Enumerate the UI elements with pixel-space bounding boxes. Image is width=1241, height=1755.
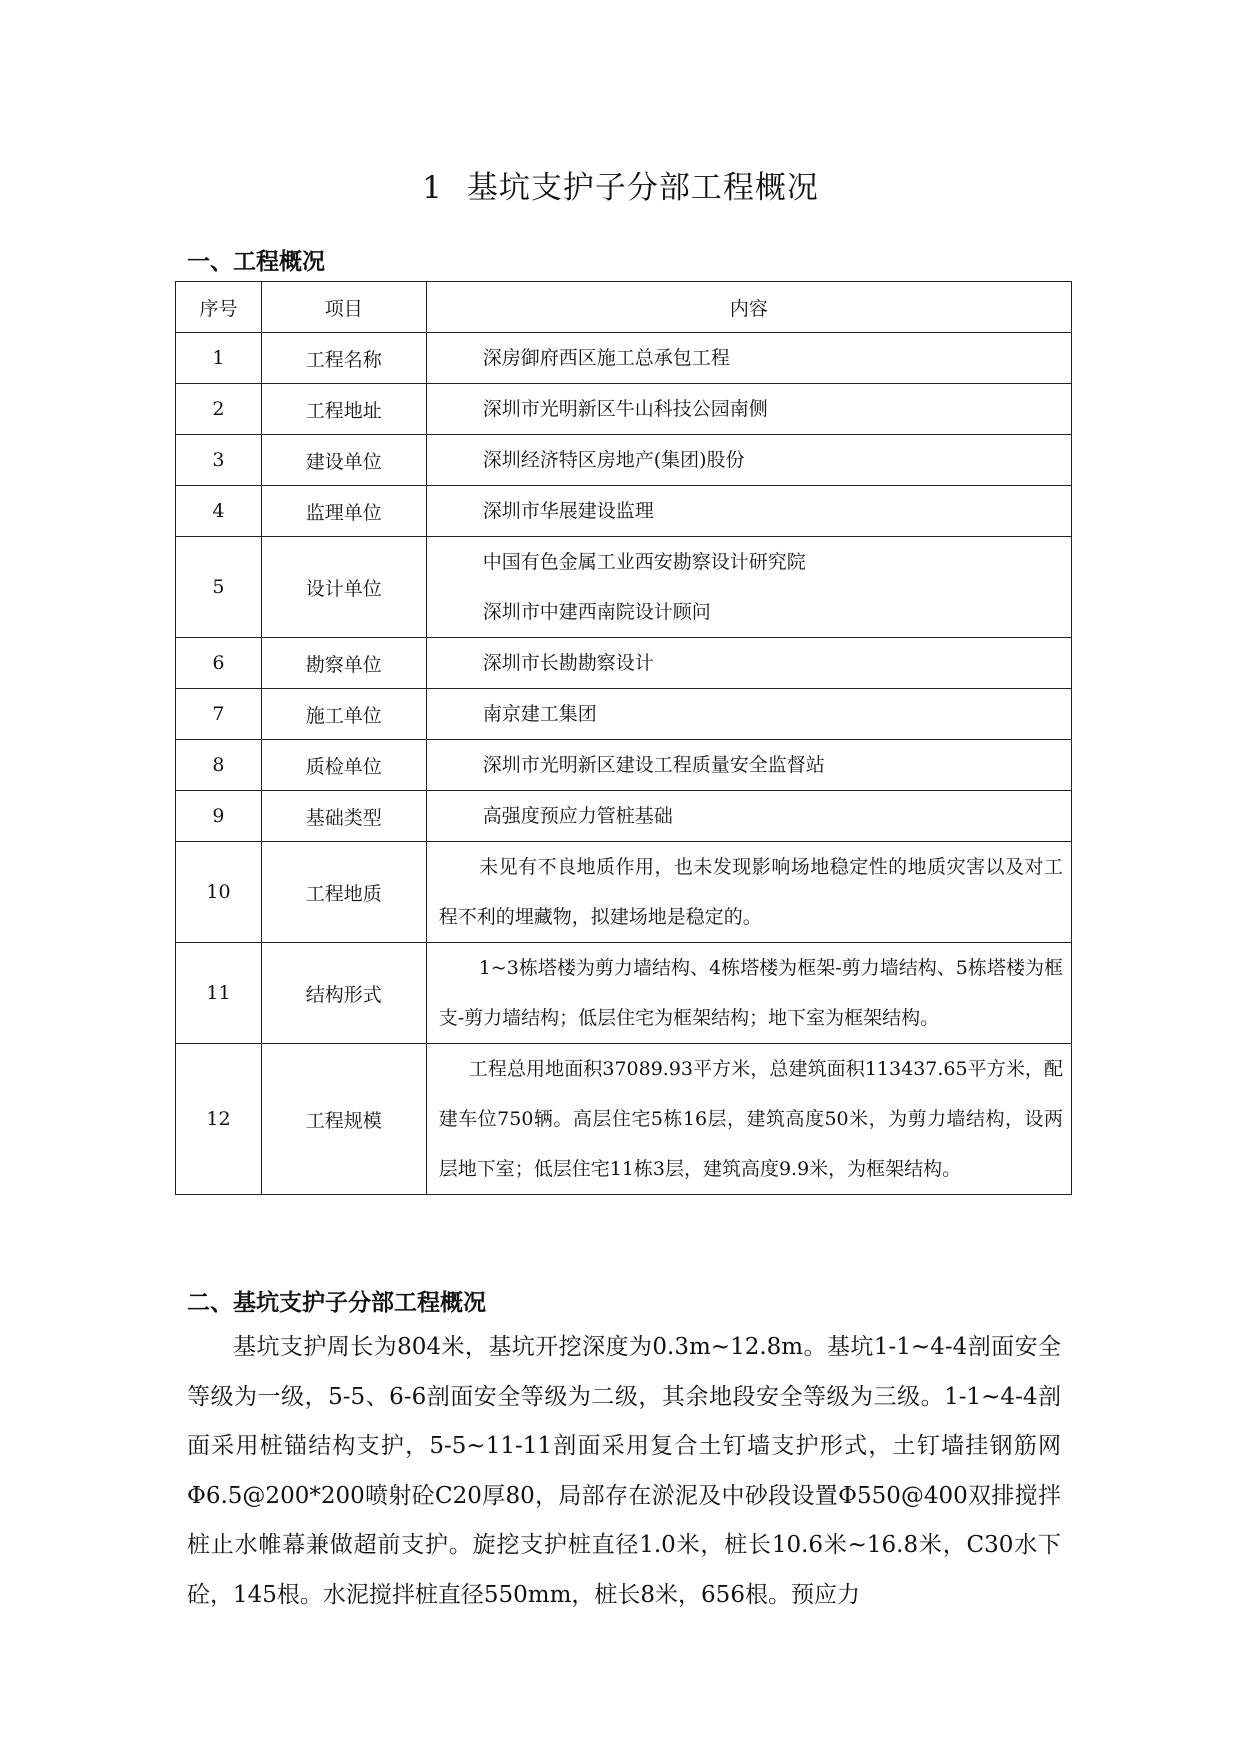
row-paragraph-text: 1~3栋塔楼为剪力墙结构、4栋塔楼为框架-剪力墙结构、5栋塔楼为框支-剪力墙结构；低层住宅为框架结构；地下室为框架结构。 xyxy=(438,957,1063,1029)
row-item: 质检单位 xyxy=(261,740,426,791)
row-no: 6 xyxy=(176,638,262,689)
row-item: 建设单位 xyxy=(261,435,426,486)
row-paragraph xyxy=(426,842,1071,943)
table-row xyxy=(176,842,1072,943)
table-row xyxy=(176,943,1072,1044)
table-row xyxy=(176,384,1072,435)
table-row xyxy=(176,740,1072,791)
row-content xyxy=(426,537,1071,638)
row-item: 工程规模 xyxy=(261,1044,426,1195)
page-title xyxy=(0,162,1241,207)
row-item: 基础类型 xyxy=(261,791,426,842)
row-content-line: 深圳市中建西南院设计顾问 xyxy=(482,601,711,623)
row-content: 高强度预应力管桩基础 xyxy=(426,791,1071,842)
row-no: 11 xyxy=(176,943,262,1044)
row-content: 深房御府西区施工总承包工程 xyxy=(426,333,1071,384)
row-content: 深圳市华展建设监理 xyxy=(426,486,1071,537)
row-no: 2 xyxy=(176,384,262,435)
row-no: 10 xyxy=(176,842,262,943)
title-number: 1 xyxy=(422,170,443,206)
row-paragraph-text: 未见有不良地质作用，也未发现影响场地稳定性的地质灾害以及对工程不利的埋藏物，拟建场地是稳定的。 xyxy=(438,856,1063,928)
row-no: 1 xyxy=(176,333,262,384)
project-overview-table xyxy=(175,281,1072,1195)
row-content: 深圳市光明新区牛山科技公园南侧 xyxy=(426,384,1071,435)
table-row xyxy=(176,486,1072,537)
row-paragraph-text: 工程总用地面积37089.93平方米，总建筑面积113437.65平方米，配建车位750辆。高层住宅5栋16层，建筑高度50米，为剪力墙结构，设两层地下室；低层住宅11栋3层，建筑高度9.9米，为框架结构。 xyxy=(438,1058,1063,1180)
row-content: 深圳市光明新区建设工程质量安全监督站 xyxy=(426,740,1071,791)
table-row xyxy=(176,435,1072,486)
row-item: 监理单位 xyxy=(261,486,426,537)
row-content: 南京建工集团 xyxy=(426,689,1071,740)
header-content: 内容 xyxy=(426,282,1071,333)
row-item: 工程地址 xyxy=(261,384,426,435)
row-item: 施工单位 xyxy=(261,689,426,740)
header-item: 项目 xyxy=(261,282,426,333)
row-content-line: 中国有色金属工业西安勘察设计研究院 xyxy=(482,551,806,573)
section-heading-overview: 一、工程概况 xyxy=(187,248,325,275)
row-item: 结构形式 xyxy=(261,943,426,1044)
row-no: 4 xyxy=(176,486,262,537)
pit-support-paragraph: 基坑支护周长为804米，基坑开挖深度为0.3m~12.8m。基坑1-1~4-4剖面安全等级为一级，5-5、6-6剖面安全等级为二级，其余地段安全等级为三级。1-1~4-4剖面采用桩锚结构支护，5-5~11-11剖面采用复合土钉墙支护形式，土钉墙挂钢筋网Φ6.5@200*200喷射砼C20厚80，局部存在淤泥及中砂段设置Φ550@400双排搅拌桩止水帷幕兼做超前支护。旋挖支护桩直径1.0米，桩长10.6米~16.8米，C30水下砼，145根。水泥搅拌桩直径550mm，桩长8米，656根。预应力 xyxy=(187,1334,1061,1608)
row-item: 设计单位 xyxy=(261,537,426,638)
row-no: 3 xyxy=(176,435,262,486)
row-item: 工程名称 xyxy=(261,333,426,384)
row-paragraph xyxy=(426,943,1071,1044)
row-no: 12 xyxy=(176,1044,262,1195)
section-heading-pit-support: 二、基坑支护子分部工程概况 xyxy=(187,1289,486,1316)
row-paragraph xyxy=(426,1044,1071,1195)
row-content: 深圳市长勘勘察设计 xyxy=(426,638,1071,689)
row-no: 7 xyxy=(176,689,262,740)
row-no: 9 xyxy=(176,791,262,842)
table-row xyxy=(176,638,1072,689)
table-row xyxy=(176,537,1072,638)
table-row xyxy=(176,791,1072,842)
table-header-row xyxy=(176,282,1072,333)
row-content: 深圳经济特区房地产(集团)股份 xyxy=(426,435,1071,486)
row-no: 5 xyxy=(176,537,262,638)
row-no: 8 xyxy=(176,740,262,791)
table-row xyxy=(176,1044,1072,1195)
title-text: 基坑支护子分部工程概况 xyxy=(466,170,819,206)
table-row xyxy=(176,333,1072,384)
header-no: 序号 xyxy=(176,282,262,333)
row-item: 工程地质 xyxy=(261,842,426,943)
row-item: 勘察单位 xyxy=(261,638,426,689)
table-row xyxy=(176,689,1072,740)
